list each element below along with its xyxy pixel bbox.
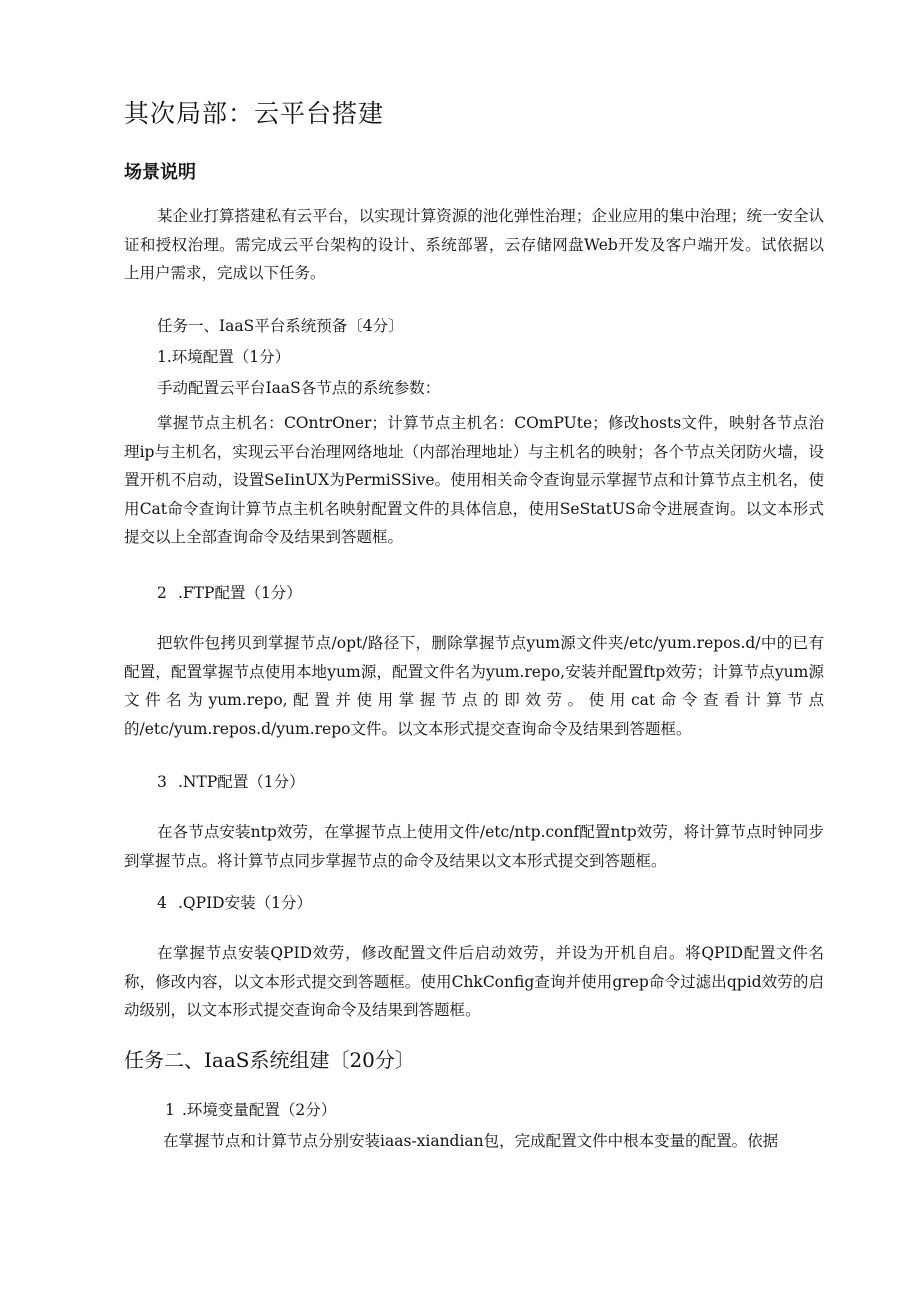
task1-item4-number: 4 (157, 894, 167, 912)
task1-item3-number: 3 (157, 773, 167, 791)
task1-item2-title: .FTP配置（1分） (178, 584, 302, 602)
task1-item2-body: 把软件包拷贝到掌握节点/opt/路径下，删除掌握节点yum源文件夹/etc/yum.repos.d/中的已有配置，配置掌握节点使用本地yum源，配置文件名为yum.repo,安装并配置ftp效劳；计算节点yum源文件名为yum.repo,配置并使用掌握节点的即效劳。使用cat命令查看计算节点的/etc/yum.repos.d/yum.repo文件。以文本形式提交查询命令及结果到答题框。 (124, 634, 824, 738)
scenario-heading: 场景说明 (124, 162, 196, 183)
task1-title: 任务一、IaaS平台系统预备〔4分〕 (157, 317, 404, 335)
scenario-paragraph: 某企业打算搭建私有云平台，以实现计算资源的池化弹性治理；企业应用的集中治理；统一安全认证和授权治理。需完成云平台架构的设计、系统部署，云存储网盘Web开发及客户端开发。试依据以上用户需求，完成以下任务。 (124, 207, 824, 283)
task1-item1-title: 1.环境配置（1分） (157, 348, 291, 366)
task1-item4-title: .QPID安装（1分） (178, 894, 312, 912)
section-title: 其次局部：云平台搭建 (124, 99, 385, 128)
task2-item1-number: 1 (165, 1101, 175, 1119)
task1-item3-body: 在各节点安装ntp效劳，在掌握节点上使用文件/etc/ntp.conf配置ntp效劳，将计算节点时钟同步到掌握节点。将计算节点同步掌握节点的命令及结果以文本形式提交到答题框。 (124, 823, 824, 870)
task2-item1-body: 在掌握节点和计算节点分别安装iaas-xiandian包，完成配置文件中根本变量的配置。依据 (163, 1132, 779, 1150)
task1-item4-body: 在掌握节点安装QPID效劳，修改配置文件后启动效劳，并设为开机自启。将QPID配置文件名称，修改内容，以文本形式提交到答题框。使用ChkConfig查询并使用grep命令过滤出qpid效劳的启动级别，以文本形式提交查询命令及结果到答题框。 (124, 944, 824, 1020)
task1-item3-title: .NTP配置（1分） (178, 773, 305, 791)
task1-item2-number: 2 (157, 584, 167, 602)
task1-item1-intro: 手动配置云平台IaaS各节点的系统参数： (157, 379, 441, 397)
task2-item1-title: .环境变量配置（2分） (182, 1101, 337, 1119)
task2-title: 任务二、IaaS系统组建〔20分〕 (124, 1048, 415, 1072)
task1-item1-body: 掌握节点主机名：COntrOner；计算节点主机名：COmPUte；修改hosts文件，映射各节点治理ip与主机名，实现云平台治理网络地址（内部治理地址）与主机名的映射；各个节点关闭防火墙，设置开机不启动，设置SeIinUX为PermiSSive。使用相关命令查询显示掌握节点和计算节点主机名，使用Cat命令查询计算节点主机名映射配置文件的具体信息，使用SeStatUS命令进展查询。以文本形式提交以上全部查询命令及结果到答题框。 (124, 414, 824, 547)
